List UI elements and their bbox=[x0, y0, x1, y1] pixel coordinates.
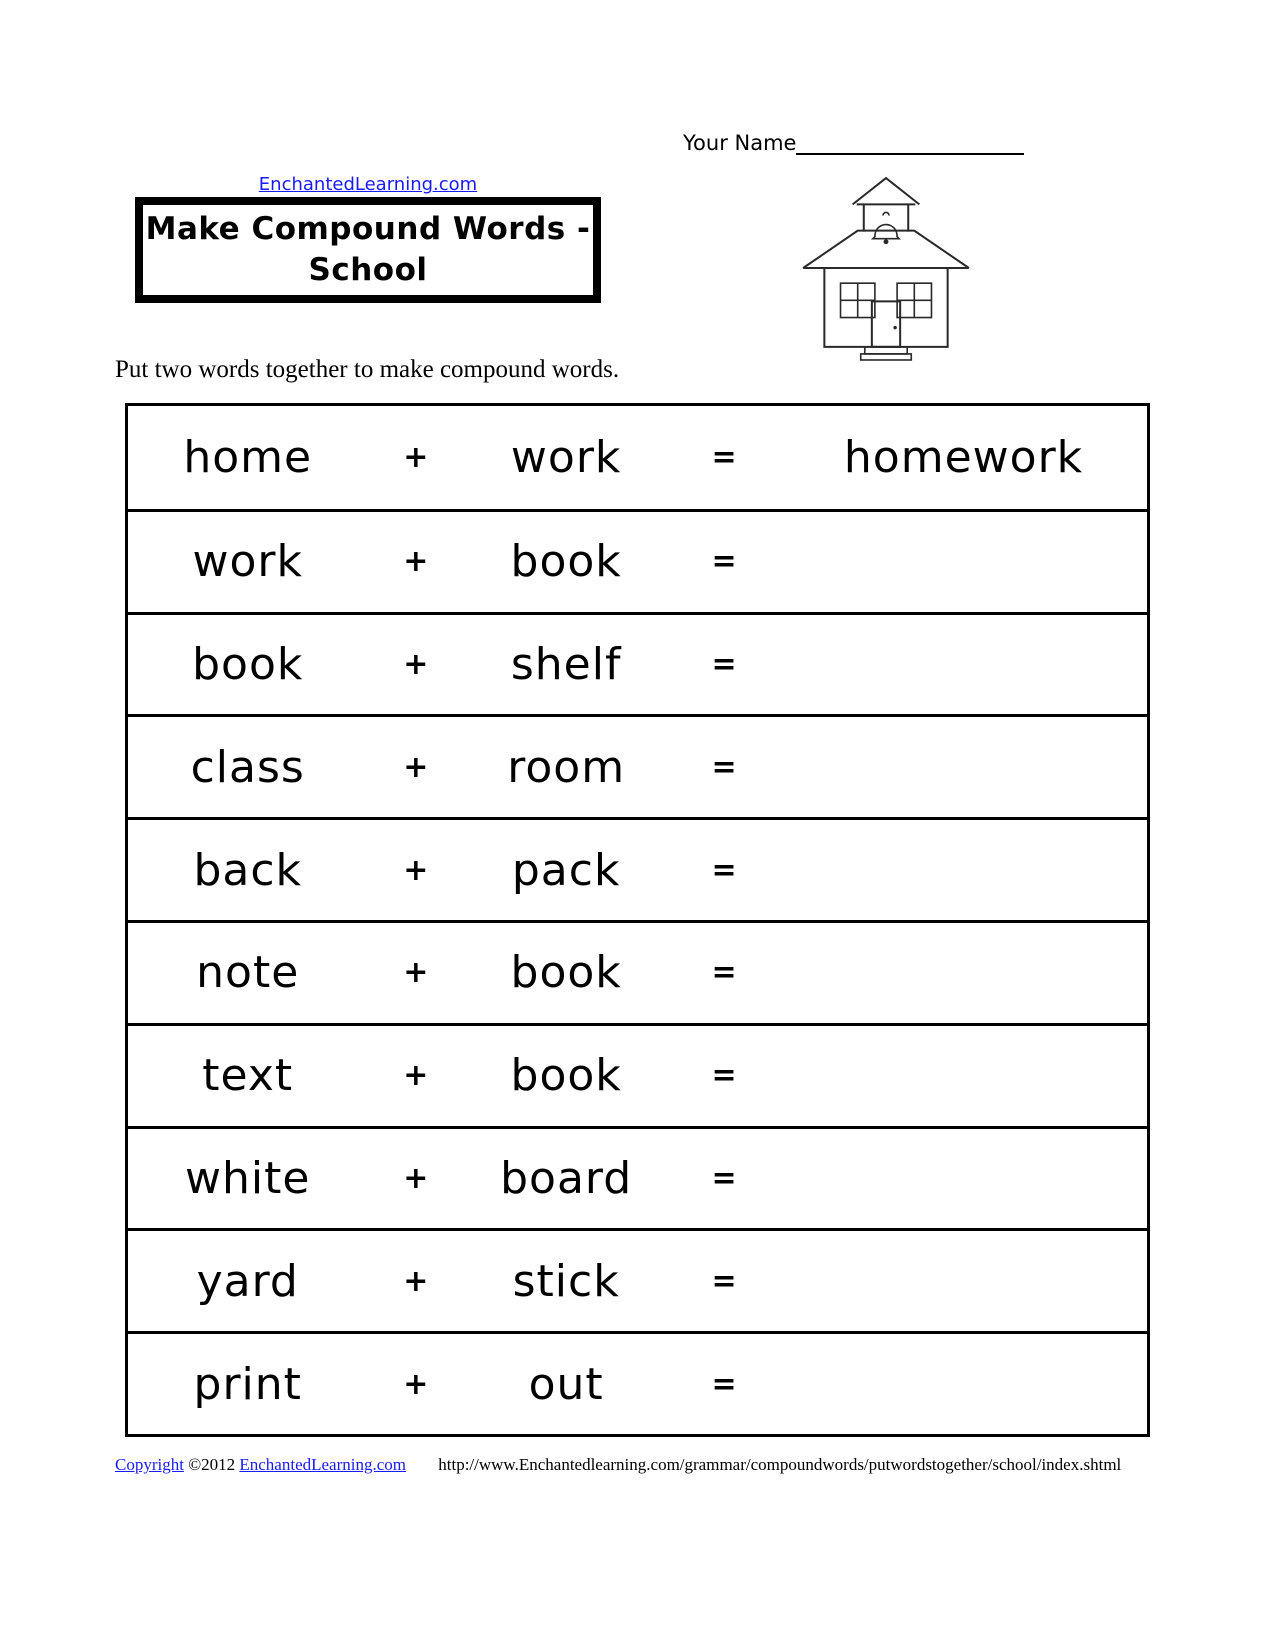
plus-symbol: + bbox=[403, 1366, 429, 1402]
plus-symbol: + bbox=[403, 852, 429, 888]
footer bbox=[115, 1455, 1121, 1475]
word1-cell: home bbox=[183, 431, 313, 483]
equals-symbol: = bbox=[711, 1366, 737, 1402]
page-title-line2: School bbox=[308, 252, 428, 288]
word2-cell: book bbox=[510, 536, 622, 588]
equals-symbol: = bbox=[711, 1263, 737, 1299]
table-row bbox=[128, 817, 1147, 920]
word2-cell: work bbox=[510, 431, 622, 483]
word1-cell: note bbox=[196, 947, 300, 999]
instruction-text: Put two words together to make compound words. bbox=[115, 356, 620, 383]
word2-cell: stick bbox=[512, 1255, 620, 1307]
word1-cell: work bbox=[192, 536, 303, 588]
table-row bbox=[128, 920, 1147, 1023]
word2-cell: room bbox=[507, 741, 626, 793]
table-row bbox=[128, 1331, 1147, 1434]
plus-symbol: + bbox=[403, 955, 429, 991]
equals-symbol: = bbox=[711, 439, 737, 475]
equals-symbol: = bbox=[711, 955, 737, 991]
title-box bbox=[135, 197, 601, 303]
equals-symbol: = bbox=[711, 749, 737, 785]
equals-symbol: = bbox=[711, 1160, 737, 1196]
copyright-year: ©2012 bbox=[188, 1455, 236, 1474]
answer-cell: homework bbox=[843, 431, 1084, 483]
plus-symbol: + bbox=[403, 1263, 429, 1299]
word1-cell: text bbox=[202, 1050, 294, 1102]
footer-site-link[interactable]: EnchantedLearning.com bbox=[239, 1455, 406, 1474]
your-name-label: Your Name bbox=[683, 131, 797, 155]
compound-table bbox=[125, 403, 1150, 1437]
word1-cell: print bbox=[193, 1358, 302, 1410]
plus-symbol: + bbox=[403, 544, 429, 580]
plus-symbol: + bbox=[403, 646, 429, 682]
equals-symbol: = bbox=[711, 544, 737, 580]
equals-symbol: = bbox=[711, 852, 737, 888]
table-row bbox=[128, 612, 1147, 715]
word1-cell: yard bbox=[196, 1255, 299, 1307]
plus-symbol: + bbox=[403, 749, 429, 785]
schoolhouse-icon bbox=[800, 170, 972, 362]
word2-cell: book bbox=[510, 1050, 622, 1102]
word1-cell: white bbox=[185, 1152, 311, 1204]
your-name-row bbox=[683, 131, 1024, 155]
copyright-link[interactable]: Copyright bbox=[115, 1455, 184, 1474]
word1-cell: back bbox=[193, 844, 303, 896]
word1-cell: class bbox=[190, 741, 305, 793]
plus-symbol: + bbox=[403, 1058, 429, 1094]
table-row bbox=[128, 1023, 1147, 1126]
word2-cell: out bbox=[528, 1358, 604, 1410]
footer-url: http://www.Enchantedlearning.com/grammar/compoundwords/putwordstogether/school/index.shtml bbox=[438, 1455, 1122, 1474]
word1-cell: book bbox=[192, 638, 304, 690]
site-link[interactable]: EnchantedLearning.com bbox=[258, 174, 478, 195]
plus-symbol: + bbox=[403, 1160, 429, 1196]
word2-cell: board bbox=[500, 1152, 633, 1204]
table-row bbox=[128, 406, 1147, 509]
plus-symbol: + bbox=[403, 439, 429, 475]
word2-cell: book bbox=[510, 947, 622, 999]
table-row bbox=[128, 1126, 1147, 1229]
word2-cell: pack bbox=[511, 844, 621, 896]
page-title-line1: Make Compound Words - bbox=[145, 211, 591, 248]
table-row bbox=[128, 509, 1147, 612]
equals-symbol: = bbox=[711, 646, 737, 682]
your-name-blank bbox=[796, 134, 1024, 155]
equals-symbol: = bbox=[711, 1058, 737, 1094]
table-row bbox=[128, 714, 1147, 817]
table-row bbox=[128, 1228, 1147, 1331]
word2-cell: shelf bbox=[510, 638, 622, 690]
